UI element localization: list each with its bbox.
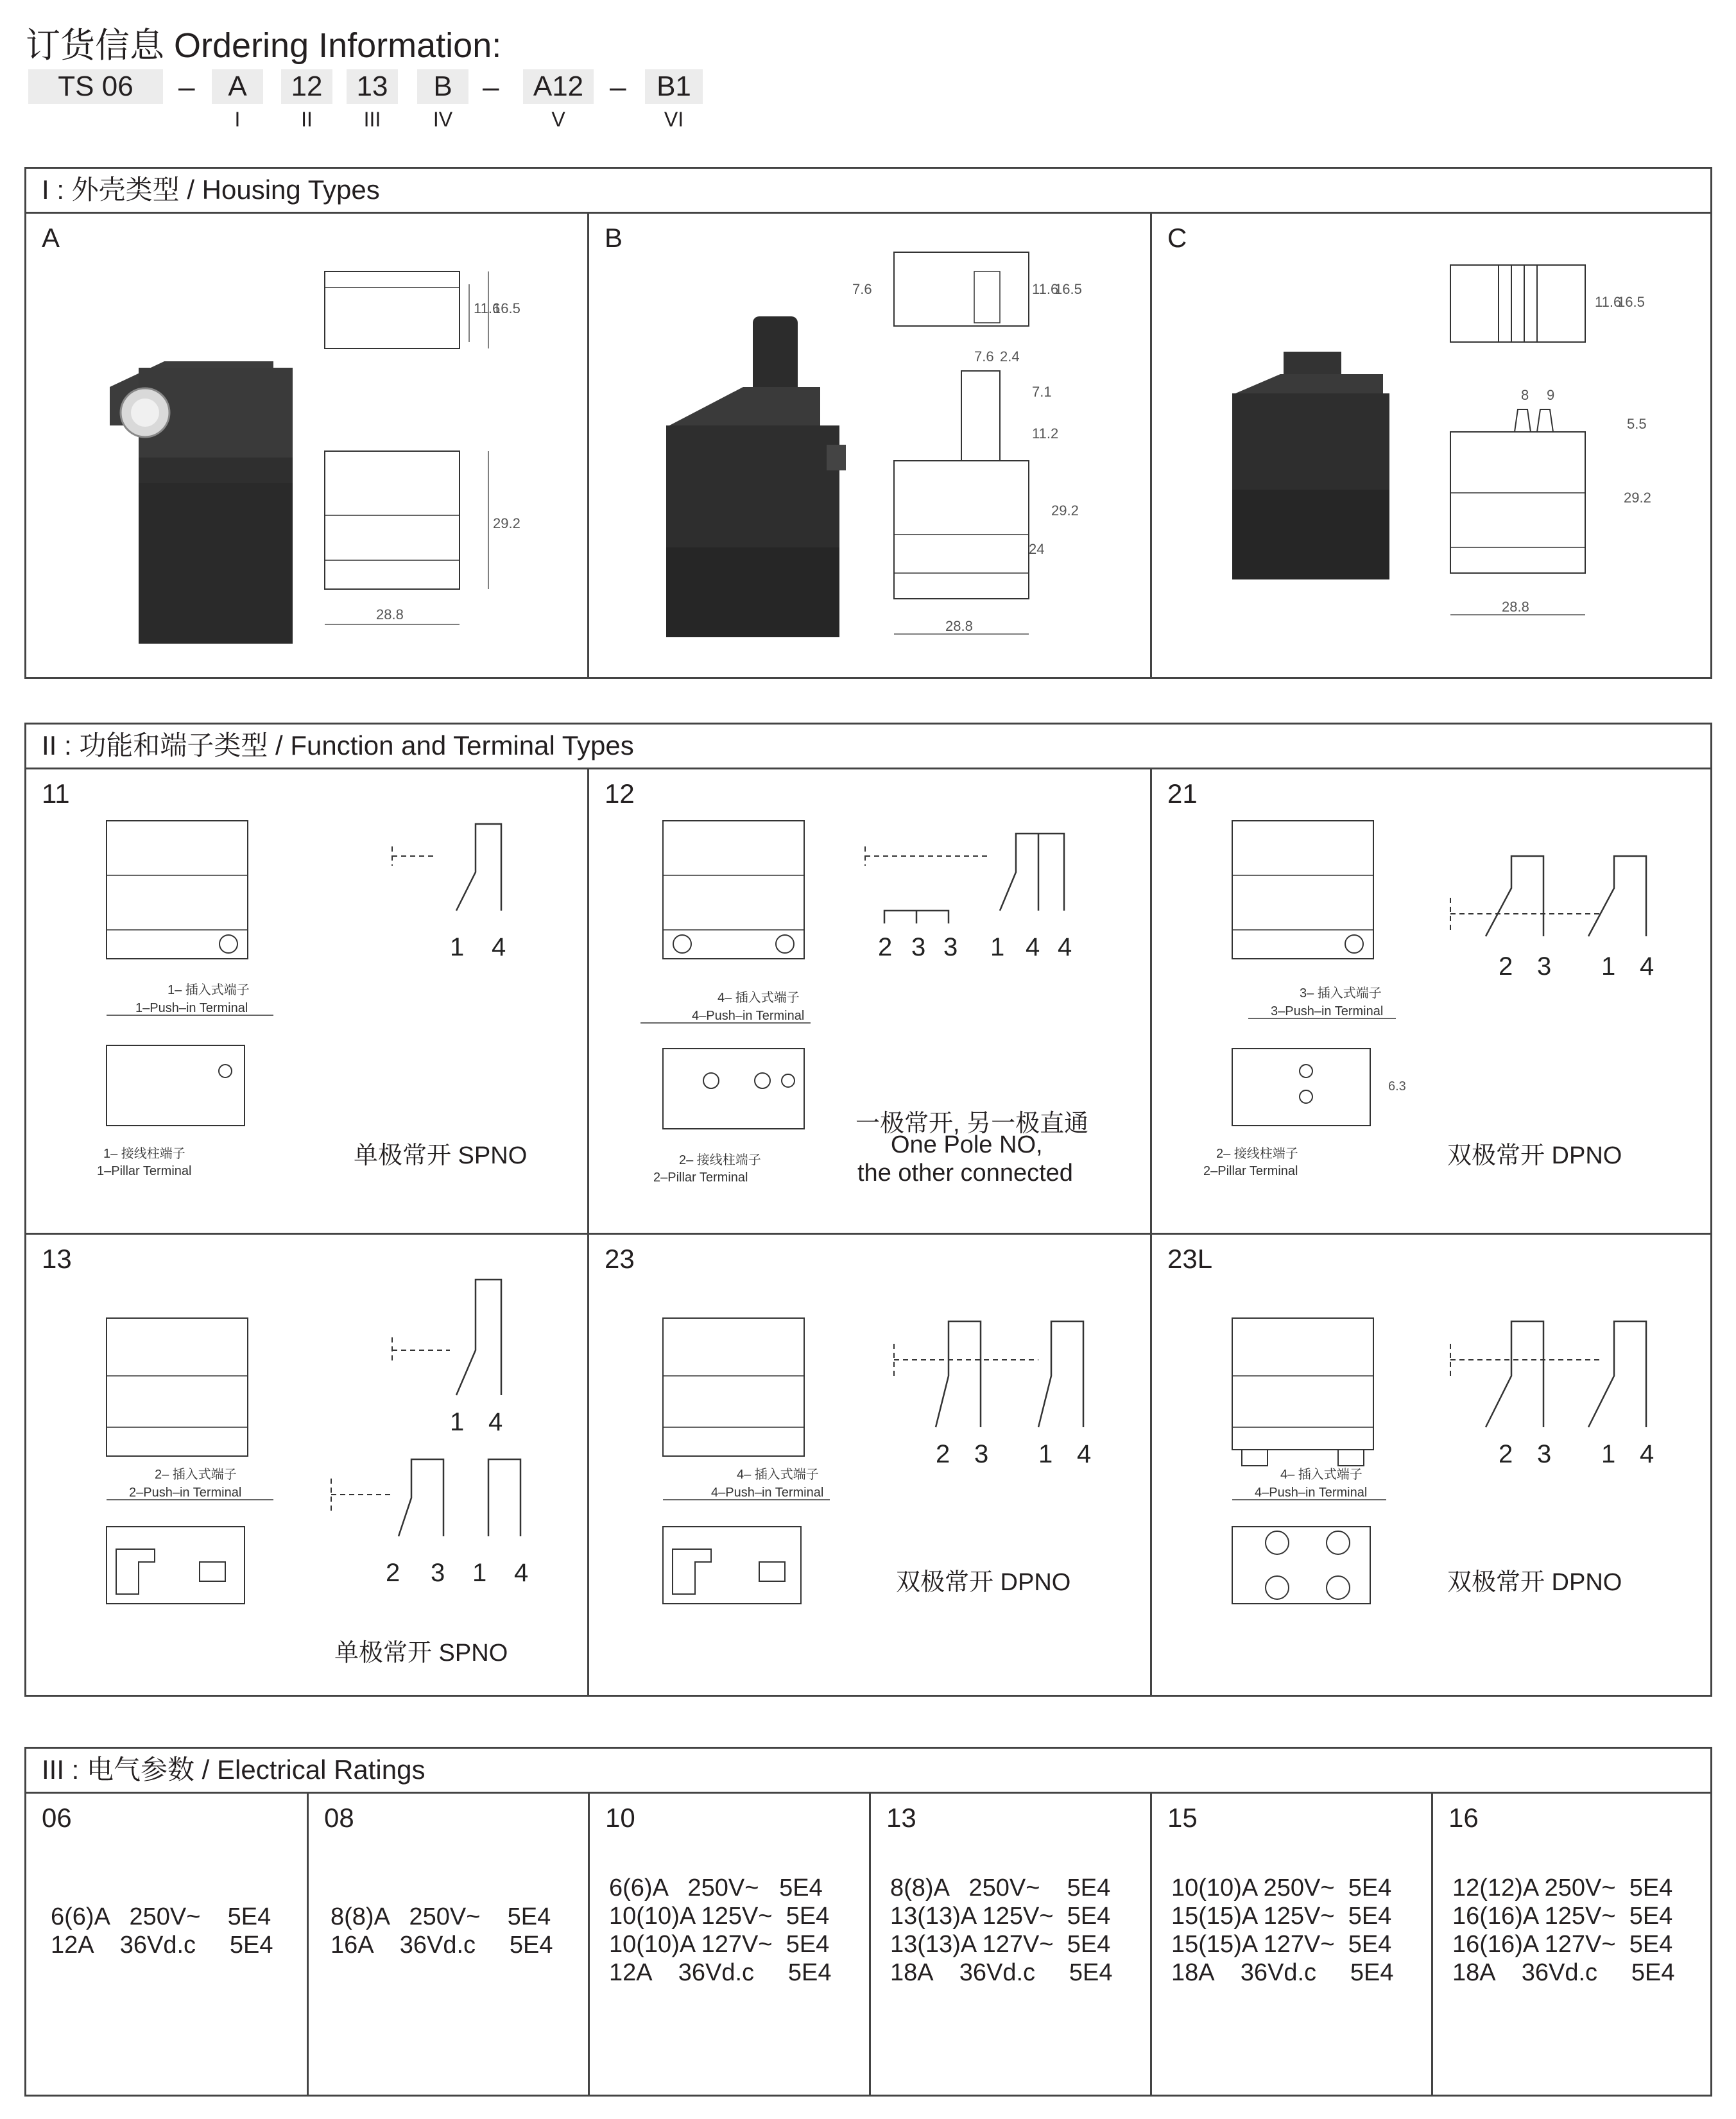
function-13-drawing: [26, 1235, 589, 1697]
code-rating: 13: [347, 69, 398, 104]
roman-numeral: V: [551, 108, 565, 131]
dim-label: 9: [1547, 387, 1555, 403]
ratings-heading: III : 电气参数 / Electrical Ratings: [26, 1749, 1710, 1794]
dim-label: 16.5: [1617, 294, 1645, 310]
dim-label: 6.3: [1388, 1079, 1406, 1094]
terminal-note: 4–Push–in Terminal: [692, 1009, 805, 1023]
terminal-label: 2: [878, 933, 893, 961]
terminal-note: 4– 插入式端子: [737, 1468, 819, 1482]
roman-numeral: VI: [664, 108, 684, 131]
dim-label: 16.5: [493, 300, 520, 316]
dim-label: 29.2: [493, 515, 520, 531]
housing-label: A: [42, 223, 60, 253]
terminal-note: 1– 接线柱端子: [103, 1147, 185, 1161]
dim-label: 7.6: [852, 281, 872, 297]
terminal-label: 4: [492, 933, 506, 961]
terminal-label: 4: [1077, 1440, 1092, 1468]
rating-cell-16: [1433, 1794, 1710, 2097]
code-separator: –: [483, 70, 499, 103]
function-heading: II : 功能和端子类型 / Function and Terminal Types: [26, 725, 1710, 769]
terminal-label: 1: [1601, 1440, 1616, 1468]
rating-line: 10(10)A 127V~ 5E4: [609, 1931, 830, 1958]
dim-label: 11.6: [474, 300, 501, 316]
rating-line: 8(8)A 250V~ 5E4: [331, 1903, 551, 1930]
function-desc: One Pole NO,: [891, 1131, 1043, 1158]
rating-line: 18A 36Vd.c 5E4: [1452, 1959, 1675, 1986]
terminal-label: 2: [936, 1440, 950, 1468]
terminal-note: 2–Pillar Terminal: [653, 1171, 748, 1185]
rating-cell-08: [309, 1794, 590, 2097]
roman-numeral: II: [301, 108, 313, 131]
terminal-note: 2–Push–in Terminal: [129, 1486, 242, 1500]
terminal-label: 3: [911, 933, 926, 961]
rating-line: 18A 36Vd.c 5E4: [890, 1959, 1113, 1986]
code-option-b: B: [417, 69, 468, 104]
terminal-label: 1: [472, 1559, 487, 1587]
dim-label: 5.5: [1627, 416, 1647, 432]
terminal-label: 4: [1058, 933, 1072, 961]
function-label: 11: [42, 778, 70, 809]
function-label: 21: [1167, 778, 1198, 809]
terminal-note: 3– 插入式端子: [1300, 986, 1382, 1000]
function-desc: 一极常开, 另一极直通: [855, 1110, 1089, 1137]
terminal-label: 3: [943, 933, 958, 961]
roman-numeral: IV: [433, 108, 453, 131]
rating-label: 10: [605, 1803, 635, 1833]
terminal-label: 3: [1537, 952, 1552, 981]
dim-label: 28.8: [945, 618, 973, 634]
terminal-note: 4–Push–in Terminal: [1255, 1486, 1368, 1500]
rating-cell-10: [590, 1794, 871, 2097]
terminal-note: 1–Push–in Terminal: [135, 1001, 248, 1015]
function-cell-23l: [1152, 1235, 1710, 1697]
terminal-note: 4– 插入式端子: [718, 991, 800, 1005]
terminal-label: 2: [1499, 952, 1513, 981]
terminal-label: 2: [386, 1559, 400, 1587]
function-23l-drawing: [1152, 1235, 1710, 1697]
terminal-label: 4: [514, 1559, 529, 1587]
code-option-b1: B1: [645, 69, 703, 104]
housing-b-drawing: [589, 214, 1152, 679]
terminal-note: 4– 插入式端子: [1280, 1468, 1362, 1482]
function-21-drawing: [1152, 769, 1710, 1233]
terminal-label: 4: [1640, 952, 1654, 981]
rating-line: 12A 36Vd.c 5E4: [51, 1932, 273, 1959]
housing-c-drawing: [1152, 214, 1710, 679]
terminal-note: 2– 插入式端子: [155, 1468, 237, 1482]
rating-line: 6(6)A 250V~ 5E4: [51, 1903, 271, 1930]
dim-label: 11.6: [1595, 294, 1622, 310]
code-separator: –: [610, 70, 626, 103]
function-label: 23: [605, 1244, 635, 1274]
function-label: 23L: [1167, 1244, 1213, 1274]
terminal-label: 4: [1640, 1440, 1654, 1468]
function-cell-12: [589, 769, 1152, 1233]
housing-cell-c: [1152, 214, 1710, 679]
terminal-note: 2– 接线柱端子: [679, 1153, 761, 1167]
rating-cell-06: [26, 1794, 309, 2097]
dim-label: 8: [1521, 387, 1529, 403]
rating-label: 16: [1448, 1803, 1479, 1833]
terminal-note: 2– 接线柱端子: [1216, 1147, 1298, 1161]
housing-section: [24, 167, 1712, 679]
rating-cell-15: [1152, 1794, 1433, 2097]
function-label: 13: [42, 1244, 72, 1274]
rating-line: 12(12)A 250V~ 5E4: [1452, 1874, 1673, 1901]
function-cell-23: [589, 1235, 1152, 1697]
function-desc: 单极常开 SPNO: [334, 1640, 508, 1667]
terminal-label: 4: [1026, 933, 1040, 961]
rating-line: 13(13)A 125V~ 5E4: [890, 1903, 1111, 1930]
roman-numeral: III: [363, 108, 381, 131]
housing-heading: I : 外壳类型 / Housing Types: [26, 169, 1710, 214]
function-desc: 单极常开 SPNO: [354, 1142, 528, 1169]
function-23-drawing: [589, 1235, 1152, 1697]
dim-label: 28.8: [1502, 599, 1529, 615]
function-desc: 双极常开 DPNO: [896, 1569, 1071, 1596]
code-separator: –: [178, 70, 195, 103]
rating-line: 10(10)A 125V~ 5E4: [609, 1903, 830, 1930]
housing-cell-b: [589, 214, 1152, 679]
terminal-label: 1: [450, 933, 465, 961]
rating-line: 15(15)A 127V~ 5E4: [1171, 1931, 1392, 1958]
terminal-label: 4: [488, 1408, 503, 1436]
dim-label: 2.4: [1000, 348, 1020, 365]
rating-line: 12A 36Vd.c 5E4: [609, 1959, 832, 1986]
function-desc: the other connected: [857, 1160, 1073, 1187]
rating-line: 10(10)A 250V~ 5E4: [1171, 1874, 1392, 1901]
terminal-note: 1– 插入式端子: [168, 983, 250, 997]
terminal-label: 3: [974, 1440, 989, 1468]
function-label: 12: [605, 778, 635, 809]
rating-line: 13(13)A 127V~ 5E4: [890, 1931, 1111, 1958]
rating-cell-13: [871, 1794, 1152, 2097]
function-section: [24, 723, 1712, 1697]
housing-a-drawing: [26, 214, 589, 679]
dim-label: 24: [1029, 541, 1045, 557]
dim-label: 28.8: [376, 606, 404, 622]
rating-line: 15(15)A 125V~ 5E4: [1171, 1903, 1392, 1930]
terminal-label: 1: [1038, 1440, 1053, 1468]
terminal-note: 1–Pillar Terminal: [97, 1164, 192, 1178]
code-option-a12: A12: [523, 69, 594, 104]
terminal-label: 2: [1499, 1440, 1513, 1468]
terminal-label: 1: [450, 1408, 465, 1436]
terminal-note: 3–Push–in Terminal: [1271, 1004, 1384, 1018]
rating-line: 16(16)A 127V~ 5E4: [1452, 1931, 1673, 1958]
terminal-note: 4–Push–in Terminal: [711, 1486, 824, 1500]
dim-label: 29.2: [1051, 502, 1079, 519]
housing-label: C: [1167, 223, 1187, 253]
rating-label: 08: [324, 1803, 354, 1833]
rating-line: 18A 36Vd.c 5E4: [1171, 1959, 1394, 1986]
dim-label: 16.5: [1054, 281, 1082, 297]
rating-line: 16(16)A 125V~ 5E4: [1452, 1903, 1673, 1930]
dim-label: 7.6: [974, 348, 994, 365]
rating-label: 15: [1167, 1803, 1198, 1833]
rating-line: 8(8)A 250V~ 5E4: [890, 1874, 1111, 1901]
function-desc: 双极常开 DPNO: [1447, 1569, 1622, 1596]
terminal-label: 3: [1537, 1440, 1552, 1468]
ratings-section: [24, 1747, 1712, 2097]
function-cell-11: [26, 769, 589, 1233]
rating-label: 06: [42, 1803, 72, 1833]
housing-label: B: [605, 223, 623, 253]
rating-line: 16A 36Vd.c 5E4: [331, 1932, 553, 1959]
code-housing: A: [212, 69, 263, 104]
rating-line: 6(6)A 250V~ 5E4: [609, 1874, 823, 1901]
terminal-label: 1: [1601, 952, 1616, 981]
terminal-note: 2–Pillar Terminal: [1203, 1164, 1298, 1178]
code-series: TS 06: [28, 69, 163, 104]
terminal-label: 3: [431, 1559, 445, 1587]
code-function: 12: [281, 69, 332, 104]
page-title: 订货信息 Ordering Information:: [26, 26, 502, 65]
housing-cell-a: [26, 214, 589, 679]
dim-label: 29.2: [1624, 490, 1651, 506]
function-cell-13: [26, 1235, 589, 1697]
dim-label: 11.2: [1032, 425, 1059, 442]
roman-numeral: I: [234, 108, 241, 131]
function-desc: 双极常开 DPNO: [1447, 1142, 1622, 1169]
terminal-label: 1: [990, 933, 1005, 961]
dim-label: 7.1: [1032, 384, 1052, 400]
rating-label: 13: [886, 1803, 916, 1833]
function-cell-21: [1152, 769, 1710, 1233]
dim-label: 11.6: [1032, 281, 1059, 297]
